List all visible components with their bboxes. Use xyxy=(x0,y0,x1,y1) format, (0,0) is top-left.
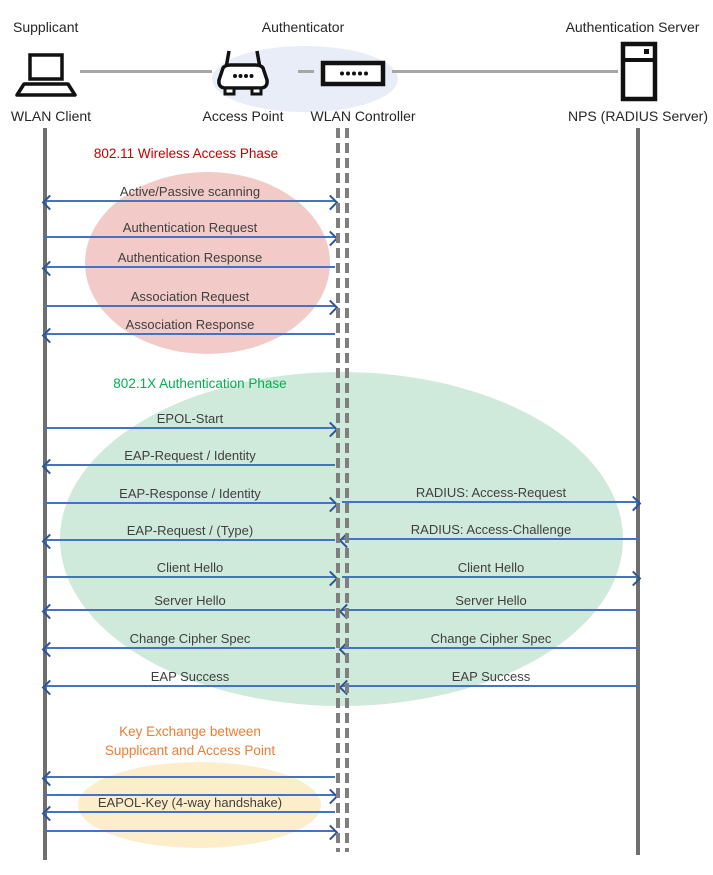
server-icon xyxy=(620,41,658,102)
msg-eap-success-right-label: EAP Success xyxy=(451,669,531,684)
msg-association-response-label: Association Response xyxy=(125,317,255,332)
msg-client-hello-left-arrow xyxy=(45,576,335,578)
msg-association-request-label: Association Request xyxy=(130,289,250,304)
msg-authentication-response-arrow xyxy=(45,266,335,268)
msg-authentication-request-arrow xyxy=(45,236,335,238)
msg-eap-request-type-label: EAP-Request / (Type) xyxy=(126,523,254,538)
controller-to-server-link xyxy=(392,70,618,73)
msg-eap-success-left-arrow xyxy=(45,685,335,687)
nps-caption: NPS (RADIUS Server) xyxy=(567,108,709,124)
msg-server-hello-right-arrow xyxy=(342,609,638,611)
msg-active-passive-scanning-label: Active/Passive scanning xyxy=(119,184,261,199)
msg-epol-start-label: EPOL-Start xyxy=(156,411,224,426)
msg-server-hello-left-arrow xyxy=(45,609,335,611)
msg-change-cipher-spec-right-label: Change Cipher Spec xyxy=(430,631,552,646)
msg-authentication-request-label: Authentication Request xyxy=(122,220,258,235)
msg-authentication-response-label: Authentication Response xyxy=(117,250,263,265)
ap-to-controller-link xyxy=(298,70,314,73)
wlan-controller-caption: WLAN Controller xyxy=(310,108,416,124)
phase3-title-line1: Key Exchange between xyxy=(119,724,261,739)
msg-client-hello-left-label: Client Hello xyxy=(156,560,224,575)
access-point-icon xyxy=(213,48,273,106)
msg-epol-start-arrow xyxy=(45,427,335,429)
msg-radius-access-challenge-label: RADIUS: Access-Challenge xyxy=(410,522,572,537)
handshake-msg1-arrow xyxy=(45,776,335,778)
msg-eap-request-identity-label: EAP-Request / Identity xyxy=(124,448,256,463)
phase1-title: 802.11 Wireless Access Phase xyxy=(93,146,279,161)
auth-server-lifeline xyxy=(636,128,640,855)
msg-client-hello-right-arrow xyxy=(342,576,638,578)
client-to-ap-link xyxy=(80,70,212,73)
msg-eapol-key-label: EAPOL-Key (4-way handshake) xyxy=(97,795,283,810)
wlan-client-caption: WLAN Client xyxy=(10,108,92,124)
msg-radius-access-request-label: RADIUS: Access-Request xyxy=(415,485,567,500)
msg-server-hello-right-label: Server Hello xyxy=(455,593,527,608)
laptop-icon xyxy=(14,52,78,102)
msg-eap-response-identity-arrow xyxy=(45,502,335,504)
msg-association-request-arrow xyxy=(45,305,335,307)
msg-change-cipher-spec-left-label: Change Cipher Spec xyxy=(129,631,251,646)
msg-client-hello-right-label: Client Hello xyxy=(457,560,525,575)
controller-lifeline-dash-2 xyxy=(345,128,349,852)
msg-server-hello-left-label: Server Hello xyxy=(154,593,226,608)
msg-eap-success-left-label: EAP Success xyxy=(150,669,230,684)
phase3-title-line2: Supplicant and Access Point xyxy=(104,743,276,758)
msg-change-cipher-spec-right-arrow xyxy=(342,647,638,649)
msg-radius-access-challenge-arrow xyxy=(342,538,638,540)
msg-radius-access-request-arrow xyxy=(342,501,638,503)
role-supplicant-label: Supplicant xyxy=(13,19,79,35)
msg-eap-request-type-arrow xyxy=(45,539,335,541)
msg-eap-response-identity-label: EAP-Response / Identity xyxy=(119,486,261,501)
handshake-msg3-arrow xyxy=(45,811,335,813)
wlan-controller-icon xyxy=(320,60,386,87)
msg-eap-request-identity-arrow xyxy=(45,464,335,466)
controller-lifeline-dash-1 xyxy=(336,128,340,852)
msg-association-response-arrow xyxy=(45,333,335,335)
handshake-msg4-arrow xyxy=(45,830,335,832)
access-point-caption: Access Point xyxy=(202,108,284,124)
msg-eap-success-right-arrow xyxy=(342,685,638,687)
msg-change-cipher-spec-left-arrow xyxy=(45,647,335,649)
role-authenticator-label: Authenticator xyxy=(261,19,345,35)
msg-active-passive-scanning-arrow xyxy=(45,200,335,202)
phase2-title: 802.1X Authentication Phase xyxy=(113,376,287,391)
phase3-title xyxy=(90,722,290,760)
role-auth-server-label: Authentication Server xyxy=(565,19,700,35)
